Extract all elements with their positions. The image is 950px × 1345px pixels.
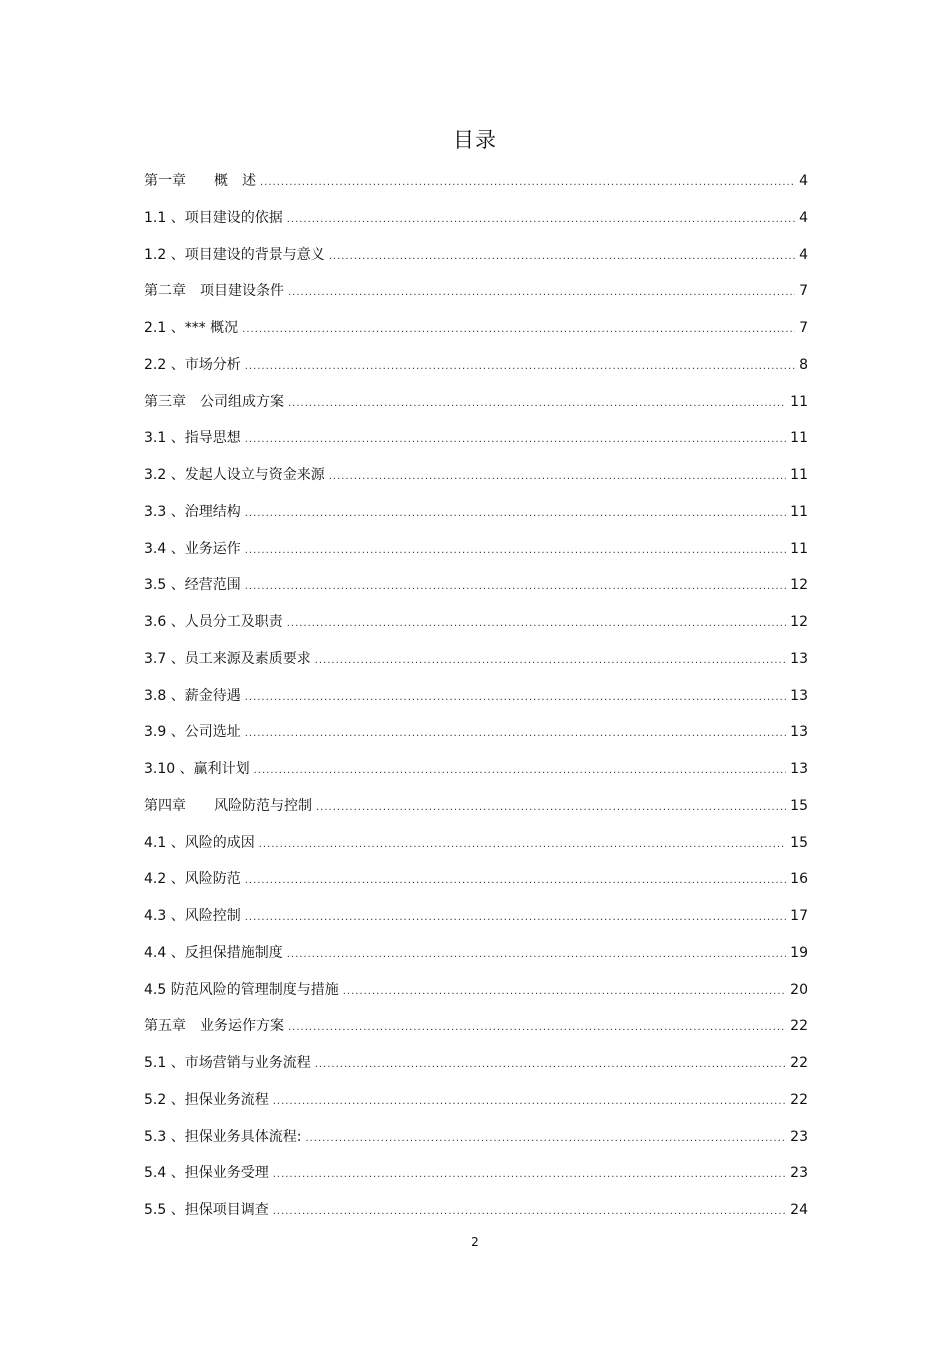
toc-dot-leader — [343, 974, 786, 1011]
toc-entry[interactable] — [144, 972, 808, 1009]
toc-entry-page: 12 — [790, 614, 808, 630]
toc-dot-leader — [245, 533, 786, 570]
toc-entry-page: 17 — [790, 908, 808, 924]
toc-dot-leader — [259, 827, 786, 864]
toc-entry[interactable] — [144, 714, 808, 751]
toc-entry-label: 3.10 、赢利计划 — [144, 761, 250, 777]
toc-entry[interactable] — [144, 861, 808, 898]
toc-dot-leader — [245, 900, 786, 937]
toc-entry[interactable] — [144, 1082, 808, 1119]
toc-entry-label: 3.2 、发起人设立与资金来源 — [144, 467, 325, 483]
toc-entry-page: 11 — [790, 467, 808, 483]
toc-entry-label: 4.4 、反担保措施制度 — [144, 944, 283, 961]
toc-entry-page: 15 — [790, 797, 808, 814]
toc-entry[interactable] — [144, 200, 808, 237]
toc-entry-label: 3.1 、指导思想 — [144, 430, 241, 447]
toc-entry-label: 3.5 、经营范围 — [144, 577, 241, 594]
toc-entry-page: 13 — [790, 687, 808, 704]
toc-entry-page: 7 — [799, 320, 808, 336]
toc-entry-label: 第一章 概 述 — [144, 173, 256, 189]
toc-entry-label: 5.4 、担保业务受理 — [144, 1165, 269, 1182]
toc-entry-label: 2.1 、*** 概况 — [144, 320, 239, 336]
toc-dot-leader — [287, 937, 786, 974]
toc-entry-page: 20 — [790, 981, 808, 998]
toc-dot-leader — [260, 165, 795, 202]
toc-entry[interactable] — [144, 310, 808, 347]
toc-entry-label: 第三章 公司组成方案 — [144, 393, 284, 410]
toc-entry-page: 4 — [799, 173, 808, 189]
toc-entry-page: 11 — [790, 540, 808, 557]
toc-entry[interactable] — [144, 641, 808, 678]
toc-entry-page: 11 — [790, 430, 808, 447]
toc-entry-label: 3.3 、治理结构 — [144, 503, 241, 520]
toc-entry[interactable] — [144, 163, 808, 200]
toc-entry-page: 11 — [790, 393, 808, 410]
toc-entry-label: 第二章 项目建设条件 — [144, 283, 284, 300]
toc-entry-label: 5.5 、担保项目调查 — [144, 1202, 269, 1218]
toc-dot-leader — [273, 1194, 786, 1231]
toc-entry[interactable] — [144, 751, 808, 788]
toc-dot-leader — [245, 496, 786, 533]
toc-entry-page: 13 — [790, 724, 808, 741]
toc-entry-page: 16 — [790, 871, 808, 888]
toc-entry-page: 4 — [799, 209, 808, 226]
toc-dot-leader — [245, 863, 786, 900]
toc-entry-page: 15 — [790, 834, 808, 851]
toc-entry[interactable] — [144, 1155, 808, 1192]
toc-entry-page: 24 — [790, 1202, 808, 1218]
toc-entry-page: 19 — [790, 944, 808, 961]
toc-entry-page: 13 — [790, 761, 808, 777]
toc-entry-label: 2.2 、市场分析 — [144, 356, 241, 373]
toc-entry-label: 4.5 防范风险的管理制度与措施 — [144, 981, 339, 998]
toc-dot-leader — [287, 202, 795, 239]
toc-entry[interactable] — [144, 935, 808, 972]
toc-entry-label: 5.1 、市场营销与业务流程 — [144, 1055, 311, 1071]
toc-dot-leader — [288, 1010, 786, 1047]
toc-entry-label: 4.1 、风险的成因 — [144, 834, 255, 851]
toc-entry-label: 3.4 、业务运作 — [144, 540, 241, 557]
toc-entry[interactable] — [144, 420, 808, 457]
toc-entry-label: 1.2 、项目建设的背景与意义 — [144, 246, 325, 263]
toc-dot-leader — [288, 386, 786, 423]
toc-entry-label: 1.1 、项目建设的依据 — [144, 209, 283, 226]
toc-entry-page: 23 — [790, 1128, 808, 1145]
toc-entry-page: 22 — [790, 1018, 808, 1035]
toc-entry-page: 4 — [799, 246, 808, 263]
toc-dot-leader — [273, 1084, 786, 1121]
toc-entry[interactable] — [144, 898, 808, 935]
toc-entry[interactable] — [144, 347, 808, 384]
toc-dot-leader — [245, 716, 786, 753]
toc-entry-page: 7 — [799, 283, 808, 300]
toc-entry[interactable] — [144, 237, 808, 274]
toc-entry-label: 第四章 风险防范与控制 — [144, 797, 312, 814]
toc-entry[interactable] — [144, 604, 808, 641]
page-number: 2 — [471, 1235, 479, 1249]
toc-entry-label: 3.6 、人员分工及职责 — [144, 614, 283, 630]
toc-entry[interactable] — [144, 494, 808, 531]
toc-dot-leader — [245, 349, 795, 386]
toc-entry[interactable] — [144, 825, 808, 862]
toc-entry[interactable] — [144, 678, 808, 715]
toc-entry-page: 22 — [790, 1055, 808, 1071]
toc-dot-leader — [329, 239, 795, 276]
toc-dot-leader — [315, 1047, 786, 1084]
toc-entry[interactable] — [144, 1008, 808, 1045]
toc-entry[interactable] — [144, 567, 808, 604]
toc-list — [144, 163, 808, 1229]
toc-entry-page: 12 — [790, 577, 808, 594]
toc-title: 目录 — [453, 128, 497, 152]
toc-entry[interactable] — [144, 273, 808, 310]
toc-entry[interactable] — [144, 1045, 808, 1082]
toc-entry-page: 8 — [799, 356, 808, 373]
toc-entry[interactable] — [144, 1119, 808, 1156]
toc-dot-leader — [329, 459, 786, 496]
toc-entry[interactable] — [144, 1192, 808, 1229]
toc-dot-leader — [315, 643, 786, 680]
toc-entry-page: 22 — [790, 1091, 808, 1108]
toc-dot-leader — [245, 422, 786, 459]
toc-entry-label: 5.2 、担保业务流程 — [144, 1091, 269, 1108]
toc-entry-page: 11 — [790, 503, 808, 520]
toc-entry-label: 5.3 、担保业务具体流程: — [144, 1128, 302, 1145]
toc-entry-label: 3.8 、薪金待遇 — [144, 687, 241, 704]
toc-entry[interactable] — [144, 788, 808, 825]
toc-dot-leader — [245, 680, 786, 717]
toc-dot-leader — [242, 312, 795, 349]
toc-entry-label: 3.9 、公司选址 — [144, 724, 241, 741]
toc-dot-leader — [287, 606, 786, 643]
toc-dot-leader — [316, 790, 786, 827]
toc-entry-label: 4.3 、风险控制 — [144, 908, 241, 924]
toc-entry-page: 13 — [790, 650, 808, 667]
toc-entry-page: 23 — [790, 1165, 808, 1182]
toc-dot-leader — [273, 1157, 786, 1194]
toc-dot-leader — [305, 1121, 786, 1158]
toc-entry-label: 3.7 、员工来源及素质要求 — [144, 650, 311, 667]
toc-entry-label: 4.2 、风险防范 — [144, 871, 241, 888]
toc-dot-leader — [245, 569, 786, 606]
toc-dot-leader — [288, 275, 795, 312]
toc-entry[interactable] — [144, 531, 808, 568]
toc-entry[interactable] — [144, 457, 808, 494]
toc-entry-label: 第五章 业务运作方案 — [144, 1018, 284, 1035]
toc-dot-leader — [254, 753, 787, 790]
toc-entry[interactable] — [144, 384, 808, 421]
